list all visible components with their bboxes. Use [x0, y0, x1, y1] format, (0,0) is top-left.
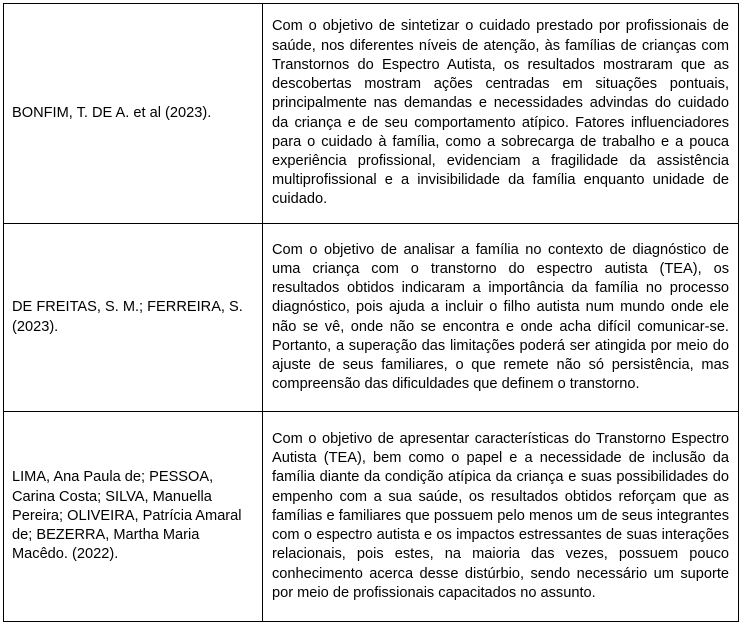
table-row: [4, 224, 739, 412]
reference-cell: BONFIM, T. DE A. et al (2023).: [4, 4, 263, 224]
references-table: [3, 3, 739, 622]
table-row: [4, 4, 739, 224]
reference-cell: DE FREITAS, S. M.; FERREIRA, S. (2023).: [4, 224, 263, 412]
table-row: [4, 412, 739, 622]
reference-cell: LIMA, Ana Paula de; PESSOA, Carina Costa; SILVA, Manuella Pereira; OLIVEIRA, Patrícia Amaral de; BEZERRA, Martha Maria Macêdo. (2022).: [4, 412, 263, 622]
summary-cell: Com o objetivo de analisar a família no contexto de diagnóstico de uma criança com o transtorno do espectro autista (TEA), os resultados obtidos indicaram a importância da família no processo diagnóstico, pois ajuda a incluir o filho autista num mundo onde ele não se vê, onde não se encontra e onde acha difícil comunicar-se. Portanto, a superação das limitações poderá ser atingida por meio do ajuste de seus familiares, o que remete não só persistência, mas compreensão das dificuldades que definem o transtorno.: [263, 224, 739, 412]
summary-cell: Com o objetivo de apresentar características do Transtorno Espectro Autista (TEA), bem como o papel e a necessidade de inclusão da família diante da condição atípica da criança e suas possibilidades do empenho com a sua saúde, os resultados obtidos reforçam que as famílias e familiares que possuem pelo menos um de seus integrantes com o espectro autista e os impactos estressantes de suas interações relacionais, pois estes, na maioria das vezes, possuem pouco conhecimento acerca desse distúrbio, sendo necessário um suporte por meio de profissionais capacitados no assunto.: [263, 412, 739, 622]
summary-cell: Com o objetivo de sintetizar o cuidado prestado por profissionais de saúde, nos diferentes níveis de atenção, às famílias de crianças com Transtornos do Espectro Autista, os resultados mostraram que as descobertas mostram ações centradas em situações pontuais, principalmente nas demandas e necessidades advindas do cuidado da criança e de seu comportamento atípico. Fatores influenciadores para o cuidado à família, como a sobrecarga de trabalho e a pouca experiência profissional, evidenciam a fragilidade da assistência multiprofissional e a invisibilidade da família enquanto unidade de cuidado.: [263, 4, 739, 224]
